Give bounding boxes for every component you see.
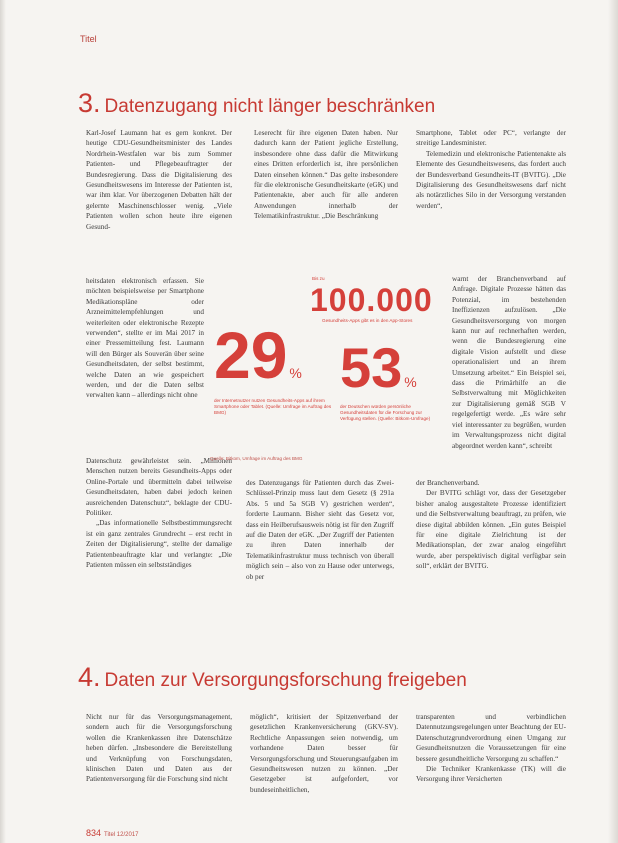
paragraph: des Datenzugangs für Patienten durch das Zwei-Schlüssel-Prinzip muss laut dem Gesetz (§ 291a Abs. 5 und 5a SGB V) gestrichen werden“, forderte Laumann. Bisher sieht das Gesetz vor, dass ein Heilberufsausweis nötig ist für den Zugriff auf die Daten der eGK. „Der Zugriff der Patienten zu ihren Daten innerhalb der Telematikinfrastruktur muss technisch von überall möglich sein – also von zu Hause oder unterwegs, ob per <box>246 479 394 581</box>
section-number: 3. <box>78 88 101 118</box>
stat-100k-caption: Gesundheits-Apps gibt es in den App-Stores <box>322 318 413 323</box>
paragraph: Smartphone, Tablet oder PC“, verlangte der streitige Landesminister. <box>416 129 566 148</box>
paragraph: Die Techniker Krankenkasse (TK) will die Versorgung ihrer Versicherten <box>416 765 566 784</box>
magazine-name: Titel 12/2017 <box>104 832 139 838</box>
paragraph: Nicht nur für das Versorgungsmanagement, sondern auch für die Versorgungsforschung wollen die Krankenkassen ihre Datenschätze heben dürfen. „Insbesondere die Bereitstellung und Verknüpfung von Forschungsdaten, klinischen Daten und Daten aus der Patientenversorgung für die Forschung sind nicht <box>86 713 232 784</box>
stat-29-value: 29 <box>214 318 288 392</box>
column-3-top <box>416 128 566 274</box>
section-heading-3 <box>78 88 435 119</box>
percent-sign: % <box>289 365 302 381</box>
paragraph: „Das informationelle Selbstbestimmungsrecht ist ein ganz zentrales Grundrecht – erst recht in Zeiten der Digitalisierung“, stellte der damalige Patientenbeauftragte klar und verlangte: „Die Patienten müssen ein selbstständiges <box>86 519 232 570</box>
paragraph: warnt der Branchenverband auf Anfrage. Digitale Prozesse hätten das Potenzial, im bestehenden Ineffizienzen aufzulösen. „Die Gesundheitsversorgung von morgen kann nur auf rechnerhaften werden, wenn die Bundesregierung eine digitale Vision aufstellt und diese operationalisiert und an ihrem Umsetzung arbeitet.“ Ein Beispiel sei, dass die Primärhilfe an die Selbstverwaltung mit Möglichkeiten zur Digitalisierung gemäß SGB V regelgefertigt werde. „Es wäre sehr viel interessanter zu begrüßen, wurden im Verwaltungsprozess nicht digital abgeordnet werden kann“, schreibt <box>452 275 566 450</box>
paragraph: transparenten und verbindlichen Datennutzungsregelungen unter Beachtung der EU-Datenschutzgrundverordnung einen Umgang zur Gesundheitsnutzen die Voraussetzungen für eine bessere gesundheitliche Versorgung zu schaffen.“ <box>416 713 566 763</box>
stat-100k-prefix: Bis zu <box>312 276 325 281</box>
section-heading-4 <box>78 662 467 693</box>
paragraph: Telemedizin und elektronische Patientenakte als Elemente des Gesundheitswesens, das fordert auch der Bundesverband Gesundheits-IT (BVITG). „Die Digitalisierung des Gesundheitswesens darf nicht als notärztliches Silo in der Versorgung verstanden werden“, <box>416 149 566 210</box>
paragraph: der Branchenverband. <box>416 479 480 487</box>
paragraph: Leserecht für ihre eigenen Daten haben. Nur dadurch kann der Patient jegliche Erstellung, insbesondere ohne dass dafür die Mitwirkung eines Dritten erforderlich ist, ihre persönlichen Daten einsehen können.“ Das gelte insbesondere für die elektronische Gesundheitskarte (eGK) und Patientenakte, aber auch für alle anderen Anwendungen innerhalb der Telematikinfrastruktur. „Die Beschränkung <box>254 129 398 221</box>
column-1-bottom <box>86 456 232 642</box>
stats-source: Quelle: Bitkom, Umfrage im Auftrag des BMG <box>210 456 303 461</box>
stat-53-caption: der Deutschen würden persönliche Gesundheitsdaten für die Forschung zur Verfügung stellen. (Quelle: Bitkom-Umfrage) <box>340 404 431 421</box>
section-title: Daten zur Versorgungsforschung freigeben <box>104 670 467 691</box>
column-3-bottom <box>416 478 566 642</box>
stat-53-value: 53 <box>340 336 403 399</box>
paragraph: Datenschutz gewährleistet sein. „Millionen Menschen nutzen bereits Gesundheits-Apps oder Online-Portale und übermitteln dabei teilweise Gesundheitsdaten, haben dabei jedoch keinen ausreichenden Datenschutz“, beklagte der CDU-Politiker. <box>86 457 232 518</box>
column-3 <box>416 712 566 818</box>
percent-sign: % <box>404 374 417 390</box>
column-3-wrap <box>452 274 566 478</box>
paragraph: Der BVITG schlägt vor, dass der Gesetzgeber bisher analog ausgestaltete Prozesse identifiziert und die Selbstverwaltung beauftragt, zu prüfen, wie diese digital abbilden können. „Ein gutes Beispiel für eine digitale Zielrichtung ist der Medikationsplan, der zwar analog eingeführt wurde, aber perspektivisch digital verfügbar sein soll“, erklärt der BVITG. <box>416 489 566 571</box>
column-1-top <box>86 128 232 276</box>
column-1-wrap <box>86 276 204 456</box>
paragraph: heitsdaten elektronisch erfassen. Sie möchten beispielsweise per Smartphone Medikationspläne oder Arzneimittelempfehlungen und weiterleiten oder elektronische Rezepte verwenden“, stellte er im Mai 2017 in einer Pressemitteilung fest. Laumann will den Bürger als Souverän über seine Gesundheitsdaten, der selbst bestimmt, welche Daten an wie gespeichert werden, und der die Daten selbst verwalten kann – allerdings nicht ohne <box>86 277 204 400</box>
stat-53-percent <box>340 336 417 399</box>
stat-29-caption: der Internetnutzer nutzen Gesundheits-Apps auf ihrem Smartphone oder Tablet. (Quelle: Umfrage im Auftrag des BMG) <box>214 398 332 415</box>
paragraph: möglich“, kritisiert der Spitzenverband der gesetzlichen Krankenversicherung (GKV-SV). Rechtliche Anpassungen seien notwendig, um vorhandene Daten besser für Versorgungsforschung und Steuerungsaufgaben im Gesundheitswesen nutzen zu können. „Der Gesetzgeber ist aufgefordert, vor bundeseinheitlichen, <box>250 713 398 794</box>
stat-100k-value: 100.000 <box>310 282 433 318</box>
page-edge-shadow <box>608 0 618 843</box>
stat-29-percent <box>214 318 302 392</box>
section-number: 4. <box>78 662 101 692</box>
column-2-top <box>254 128 398 234</box>
column-1 <box>86 712 232 818</box>
page-spine-shadow <box>0 0 6 843</box>
section-tag: Titel <box>80 34 97 44</box>
column-2-bottom <box>246 478 394 642</box>
column-2 <box>250 712 398 818</box>
paragraph: Karl-Josef Laumann hat es gern konkret. Der heutige CDU-Gesundheitsminister des Landes Nordrhein-Westfalen war bis zum Sommer Patienten- und Pflegebeauftragter der Bundesregierung. Dass die Digitalisierung des Gesundheitswesens im Interesse der Patienten ist, war ihm klar. Vor überzogenen Debatten hält der gelernte Maschinenschlosser wenig. „Viele Patienten wollen schon heute ihre eigenen Gesund- <box>86 129 232 231</box>
page-footer <box>86 828 139 838</box>
page-number: 834 <box>86 828 102 838</box>
section-title: Datenzugang nicht länger beschränken <box>104 96 436 117</box>
